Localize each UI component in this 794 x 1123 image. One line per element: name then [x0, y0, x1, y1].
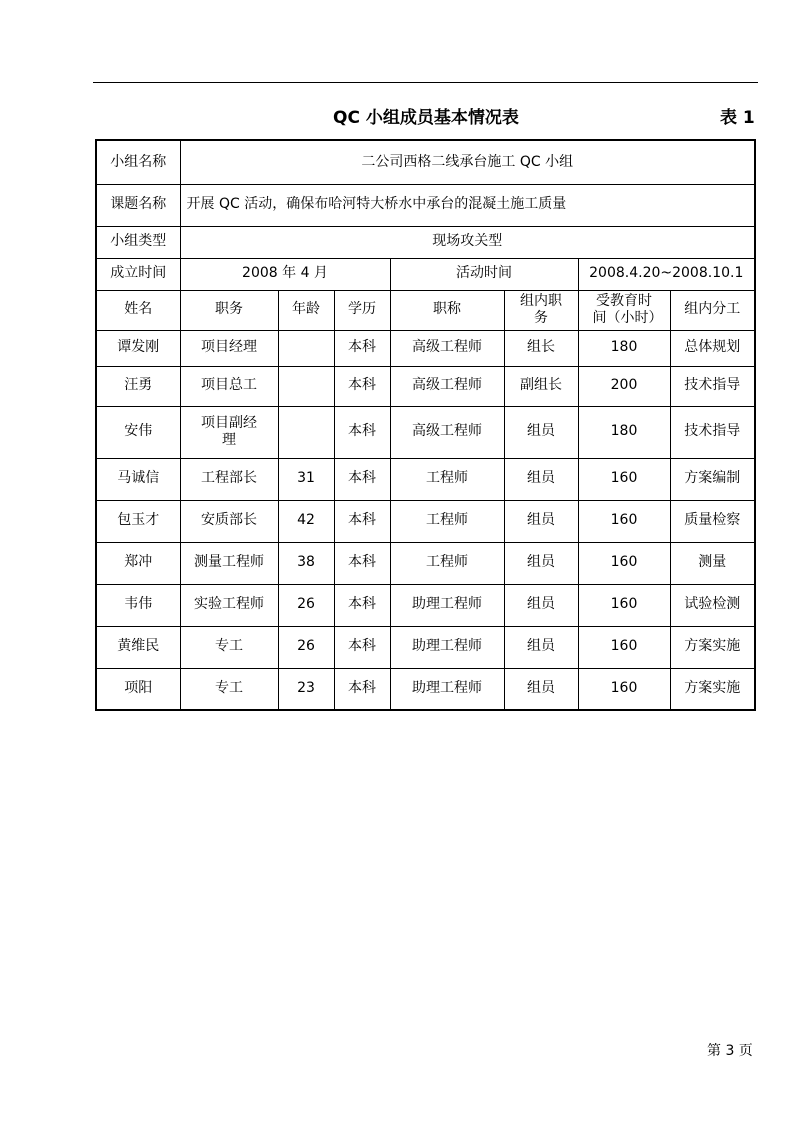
table-row	[96, 542, 755, 584]
member-hours: 160	[578, 458, 670, 500]
table-row	[96, 584, 755, 626]
member-name: 韦伟	[96, 584, 180, 626]
member-position: 工程部长	[180, 458, 278, 500]
member-title: 高级工程师	[390, 330, 504, 366]
member-role: 组员	[504, 406, 578, 458]
member-hours: 180	[578, 330, 670, 366]
member-name: 包玉才	[96, 500, 180, 542]
member-age	[278, 330, 334, 366]
member-education: 本科	[334, 542, 390, 584]
member-title: 高级工程师	[390, 366, 504, 406]
member-role: 副组长	[504, 366, 578, 406]
table-row	[96, 668, 755, 710]
member-title: 工程师	[390, 542, 504, 584]
member-education: 本科	[334, 500, 390, 542]
member-education: 本科	[334, 458, 390, 500]
member-position: 项目经理	[180, 330, 278, 366]
member-age	[278, 406, 334, 458]
member-duty: 方案实施	[670, 668, 755, 710]
member-duty: 质量检察	[670, 500, 755, 542]
member-hours: 160	[578, 500, 670, 542]
activity-value: 2008.4.20~2008.10.1	[578, 258, 755, 290]
member-title: 助理工程师	[390, 584, 504, 626]
col-header-education: 学历	[334, 290, 390, 330]
member-education: 本科	[334, 668, 390, 710]
member-table	[95, 139, 756, 711]
member-position: 安质部长	[180, 500, 278, 542]
member-age: 38	[278, 542, 334, 584]
member-role: 组员	[504, 500, 578, 542]
type-value: 现场攻关型	[180, 226, 755, 258]
member-hours: 160	[578, 542, 670, 584]
member-title: 工程师	[390, 500, 504, 542]
table-row	[96, 458, 755, 500]
member-role: 组员	[504, 542, 578, 584]
member-duty: 方案编制	[670, 458, 755, 500]
member-education: 本科	[334, 584, 390, 626]
founded-value: 2008 年 4 月	[180, 258, 390, 290]
member-duty: 试验检测	[670, 584, 755, 626]
member-hours: 160	[578, 626, 670, 668]
member-duty: 总体规划	[670, 330, 755, 366]
member-education: 本科	[334, 406, 390, 458]
member-age	[278, 366, 334, 406]
col-header-title: 职称	[390, 290, 504, 330]
member-duty: 测量	[670, 542, 755, 584]
member-title: 工程师	[390, 458, 504, 500]
col-header-age: 年龄	[278, 290, 334, 330]
table-row	[96, 500, 755, 542]
member-role: 组长	[504, 330, 578, 366]
member-age: 42	[278, 500, 334, 542]
activity-label: 活动时间	[390, 258, 578, 290]
member-position: 专工	[180, 668, 278, 710]
member-name: 马诚信	[96, 458, 180, 500]
member-age: 31	[278, 458, 334, 500]
member-education: 本科	[334, 366, 390, 406]
table-row	[96, 406, 755, 458]
member-name: 黄维民	[96, 626, 180, 668]
member-name: 安伟	[96, 406, 180, 458]
member-title: 助理工程师	[390, 626, 504, 668]
member-hours: 180	[578, 406, 670, 458]
member-position: 实验工程师	[180, 584, 278, 626]
col-header-duty: 组内分工	[670, 290, 755, 330]
page-footer: 第 3 页	[707, 1043, 753, 1059]
topic-label: 课题名称	[96, 184, 180, 226]
member-title: 高级工程师	[390, 406, 504, 458]
founded-label: 成立时间	[96, 258, 180, 290]
table-row	[96, 366, 755, 406]
member-role: 组员	[504, 668, 578, 710]
topic-value: 开展 QC 活动，确保布哈河特大桥水中承台的混凝土施工质量	[180, 184, 755, 226]
member-hours: 200	[578, 366, 670, 406]
table-row	[96, 626, 755, 668]
member-role: 组员	[504, 584, 578, 626]
member-age: 26	[278, 626, 334, 668]
member-education: 本科	[334, 330, 390, 366]
member-position: 项目副经理	[180, 406, 278, 458]
member-duty: 方案实施	[670, 626, 755, 668]
table-number: 表 1	[720, 108, 755, 128]
member-age: 23	[278, 668, 334, 710]
page-title: QC 小组成员基本情况表	[333, 108, 519, 128]
member-name: 谭发刚	[96, 330, 180, 366]
member-position: 项目总工	[180, 366, 278, 406]
member-position: 专工	[180, 626, 278, 668]
member-duty: 技术指导	[670, 366, 755, 406]
member-name: 项阳	[96, 668, 180, 710]
member-hours: 160	[578, 668, 670, 710]
col-header-name: 姓名	[96, 290, 180, 330]
member-name: 郑冲	[96, 542, 180, 584]
member-title: 助理工程师	[390, 668, 504, 710]
col-header-position: 职务	[180, 290, 278, 330]
member-role: 组员	[504, 458, 578, 500]
member-name: 汪勇	[96, 366, 180, 406]
group-name-label: 小组名称	[96, 140, 180, 184]
member-education: 本科	[334, 626, 390, 668]
member-position: 测量工程师	[180, 542, 278, 584]
col-header-hours: 受教育时间（小时）	[578, 290, 670, 330]
header-rule	[93, 82, 758, 83]
member-hours: 160	[578, 584, 670, 626]
member-duty: 技术指导	[670, 406, 755, 458]
type-label: 小组类型	[96, 226, 180, 258]
member-role: 组员	[504, 626, 578, 668]
col-header-role: 组内职务	[504, 290, 578, 330]
member-age: 26	[278, 584, 334, 626]
table-row	[96, 330, 755, 366]
group-name-value: 二公司西格二线承台施工 QC 小组	[180, 140, 755, 184]
